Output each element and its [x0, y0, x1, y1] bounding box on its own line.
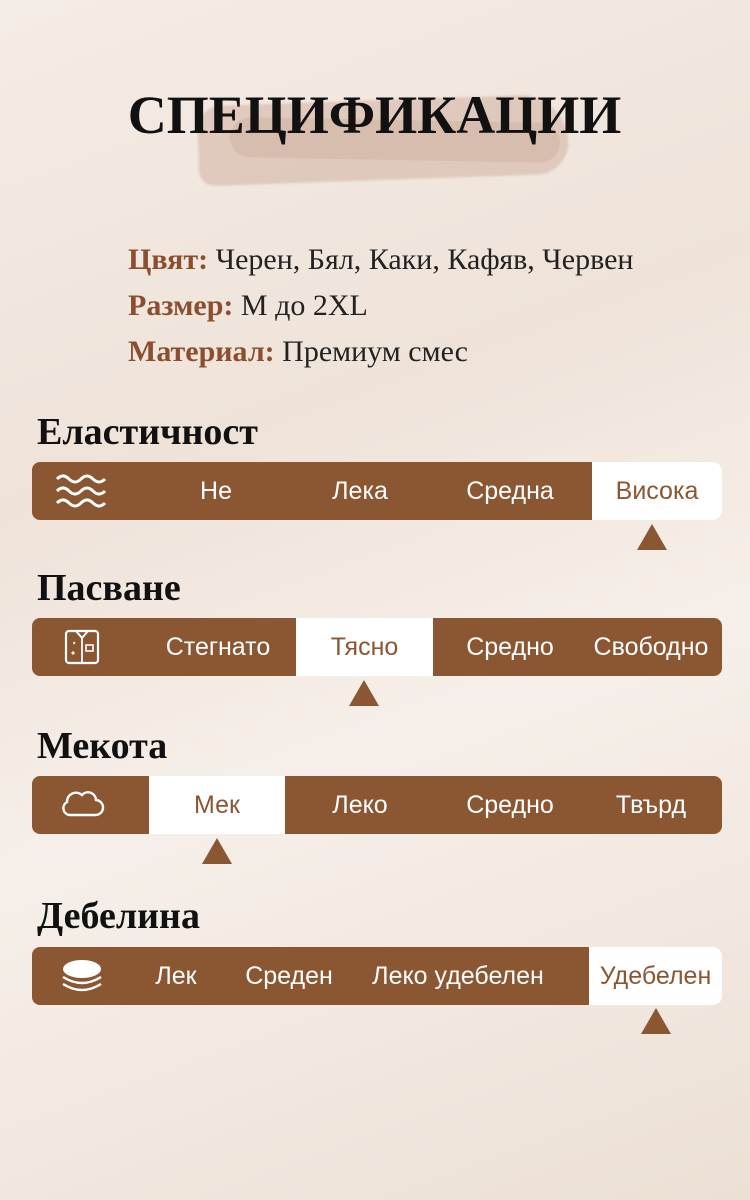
selection-pointer-softness: [202, 838, 232, 864]
option-fit-regular[interactable]: Средно: [466, 632, 554, 661]
spec-key: Материал:: [128, 335, 275, 368]
option-thickness-slightly-thick[interactable]: Леко удебелен: [372, 961, 544, 990]
shirt-icon: [32, 618, 132, 676]
option-fit-loose[interactable]: Свободно: [593, 632, 709, 661]
cloud-icon: [32, 776, 132, 834]
section-title-softness: Мекота: [37, 725, 168, 767]
spec-size: [128, 283, 633, 329]
option-elasticity-medium[interactable]: Средна: [466, 476, 554, 505]
scale-bar-elasticity: [32, 462, 722, 520]
selection-pointer-elasticity: [637, 524, 667, 550]
option-fit-slim[interactable]: Тясно: [296, 618, 433, 676]
section-title-fit: Пасване: [37, 567, 181, 609]
option-softness-medium[interactable]: Средно: [466, 790, 554, 819]
spec-value: Премиум смес: [282, 335, 468, 368]
option-softness-hard[interactable]: Твърд: [615, 790, 687, 819]
page-title: СПЕЦИФИКАЦИИ: [127, 85, 622, 145]
spec-key: Цвят:: [128, 243, 209, 276]
option-thickness-medium[interactable]: Среден: [245, 961, 333, 990]
scale-bar-softness: [32, 776, 722, 834]
wave-icon: [32, 462, 132, 520]
option-fit-tight[interactable]: Стегнато: [165, 632, 271, 661]
section-title-thickness: Дебелина: [37, 895, 200, 937]
spec-value: Черен, Бял, Каки, Кафяв, Червен: [215, 243, 634, 276]
section-title-elasticity: Еластичност: [37, 411, 258, 453]
spec-color: [128, 237, 633, 283]
layers-icon: [32, 947, 132, 1005]
option-softness-soft[interactable]: Мек: [149, 776, 285, 834]
option-softness-slightly[interactable]: Леко: [332, 790, 388, 819]
scale-bar-thickness: [32, 947, 722, 1005]
spec-material: [128, 329, 633, 375]
option-thickness-light[interactable]: Лек: [155, 961, 197, 990]
spec-list: [128, 237, 633, 375]
spec-value: M до 2XL: [240, 289, 368, 322]
selection-pointer-fit: [349, 680, 379, 706]
option-elasticity-none[interactable]: Не: [200, 476, 232, 505]
scale-bar-fit: [32, 618, 722, 676]
selection-pointer-thickness: [641, 1008, 671, 1034]
option-thickness-thick[interactable]: Удебелен: [589, 947, 722, 1005]
option-elasticity-high[interactable]: Висока: [592, 462, 722, 520]
option-elasticity-light[interactable]: Лека: [332, 476, 388, 505]
spec-key: Размер:: [128, 289, 234, 322]
